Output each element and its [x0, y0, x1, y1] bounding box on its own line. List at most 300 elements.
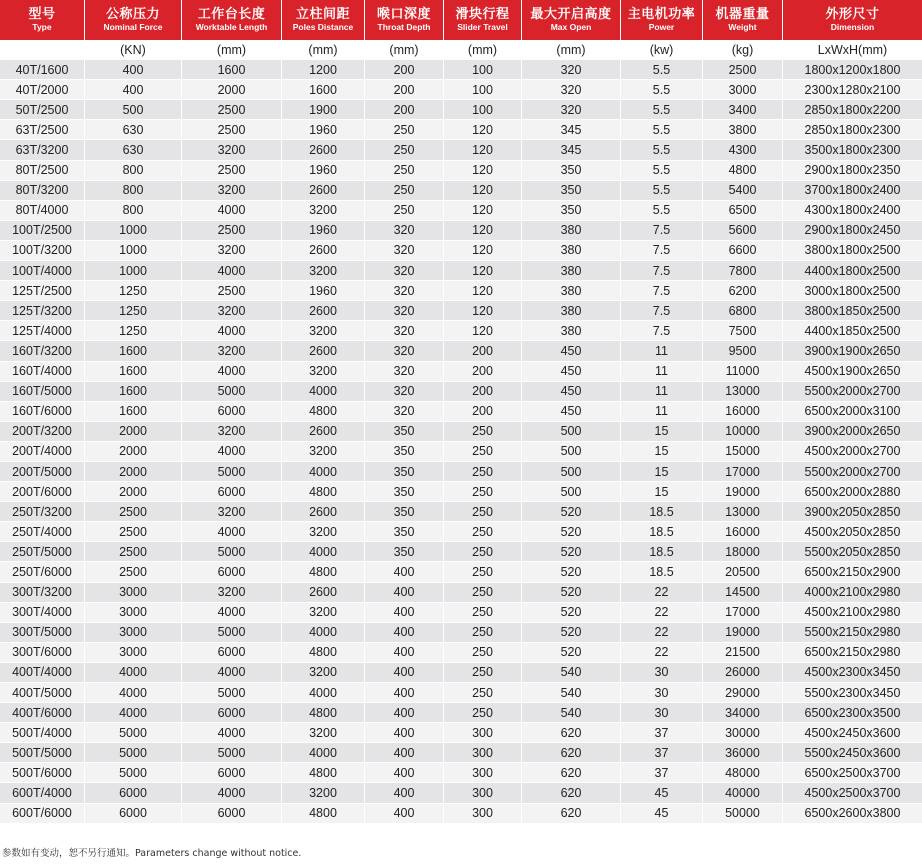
column-header-zh: 外形尺寸 [825, 7, 880, 23]
table-cell: 250T/3200 [0, 501, 84, 521]
table-cell: 250 [364, 200, 443, 220]
table-cell: 20500 [702, 561, 782, 581]
table-cell: 15 [620, 441, 702, 461]
table-row [0, 180, 922, 200]
table-cell: 13000 [702, 381, 782, 401]
table-cell: 320 [364, 381, 443, 401]
table-cell: 4000 [181, 320, 281, 340]
table-cell: 30 [620, 662, 702, 682]
table-cell: 2900x1800x2450 [782, 220, 922, 240]
table-cell: 4000 [181, 361, 281, 381]
table-cell: 17000 [702, 602, 782, 622]
table-cell: 4500x1900x2650 [782, 361, 922, 381]
table-cell: 4800 [702, 160, 782, 180]
table-cell: 2300x1280x2100 [782, 79, 922, 99]
table-cell: 4000 [181, 200, 281, 220]
table-cell: 6000 [84, 803, 181, 823]
table-cell: 5.5 [620, 119, 702, 139]
table-cell: 3200 [281, 200, 364, 220]
table-cell: 4800 [281, 642, 364, 662]
table-cell: 380 [521, 280, 620, 300]
table-cell: 50T/2500 [0, 99, 84, 119]
table-cell: 120 [443, 180, 521, 200]
unit-cell [0, 40, 84, 59]
table-cell: 6000 [181, 803, 281, 823]
table-cell: 400 [364, 782, 443, 802]
table-cell: 5000 [181, 461, 281, 481]
table-cell: 500 [521, 421, 620, 441]
table-cell: 125T/3200 [0, 300, 84, 320]
column-header [702, 0, 782, 40]
table-cell: 4800 [281, 561, 364, 581]
table-cell: 7.5 [620, 280, 702, 300]
table-row [0, 461, 922, 481]
table-cell: 250T/5000 [0, 541, 84, 561]
table-cell: 200 [364, 99, 443, 119]
table-cell: 6200 [702, 280, 782, 300]
column-header-zh: 公称压力 [105, 7, 160, 23]
column-header-zh: 型号 [28, 7, 56, 23]
column-header-en: Throat Depth [377, 21, 431, 32]
table-cell: 30 [620, 682, 702, 702]
table-row [0, 762, 922, 782]
table-cell: 4800 [281, 803, 364, 823]
table-cell: 29000 [702, 682, 782, 702]
table-cell: 345 [521, 139, 620, 159]
table-cell: 6500x2500x3700 [782, 762, 922, 782]
table-cell: 1600 [84, 340, 181, 360]
table-cell: 4500x2300x3450 [782, 662, 922, 682]
table-cell: 500T/4000 [0, 722, 84, 742]
column-header-zh: 工作台长度 [197, 7, 266, 23]
table-cell: 2500 [181, 119, 281, 139]
table-cell: 400 [364, 702, 443, 722]
table-cell: 520 [521, 561, 620, 581]
table-cell: 250 [364, 119, 443, 139]
table-cell: 3200 [181, 300, 281, 320]
table-cell: 350 [364, 461, 443, 481]
table-cell: 3200 [181, 240, 281, 260]
table-cell: 300T/3200 [0, 582, 84, 602]
table-cell: 19000 [702, 481, 782, 501]
table-cell: 200 [443, 381, 521, 401]
table-cell: 250 [443, 561, 521, 581]
table-cell: 45 [620, 803, 702, 823]
column-header [443, 0, 521, 40]
table-cell: 250 [364, 160, 443, 180]
table-cell: 3200 [181, 139, 281, 159]
table-cell: 120 [443, 320, 521, 340]
table-cell: 19000 [702, 622, 782, 642]
column-header-zh: 滑块行程 [455, 7, 510, 23]
table-cell: 250 [443, 622, 521, 642]
table-cell: 2000 [84, 481, 181, 501]
table-cell: 380 [521, 320, 620, 340]
table-cell: 1200 [281, 59, 364, 79]
table-cell: 500 [521, 441, 620, 461]
table-row [0, 240, 922, 260]
table-cell: 4000 [181, 782, 281, 802]
table-cell: 4000 [84, 702, 181, 722]
table-row [0, 441, 922, 461]
column-header-en: Type [32, 21, 52, 32]
table-cell: 4300 [702, 139, 782, 159]
column-header-zh: 最大开启高度 [530, 7, 612, 23]
table-cell: 11 [620, 381, 702, 401]
table-cell: 6500x2000x2880 [782, 481, 922, 501]
table-cell: 7.5 [620, 260, 702, 280]
table-row [0, 481, 922, 501]
table-cell: 6500x2300x3500 [782, 702, 922, 722]
table-cell: 3000 [84, 582, 181, 602]
column-header [0, 0, 84, 40]
table-cell: 320 [364, 340, 443, 360]
table-cell: 4800 [281, 401, 364, 421]
table-row [0, 300, 922, 320]
table-cell: 5500x2150x2980 [782, 622, 922, 642]
table-cell: 2600 [281, 421, 364, 441]
table-cell: 5.5 [620, 59, 702, 79]
table-cell: 250 [364, 139, 443, 159]
table-cell: 2600 [281, 300, 364, 320]
table-cell: 200 [364, 79, 443, 99]
table-row [0, 722, 922, 742]
table-cell: 450 [521, 361, 620, 381]
table-cell: 350 [364, 521, 443, 541]
table-cell: 380 [521, 220, 620, 240]
table-cell: 6500x2150x2900 [782, 561, 922, 581]
table-cell: 4000 [181, 662, 281, 682]
table-cell: 100T/2500 [0, 220, 84, 240]
table-cell: 100 [443, 59, 521, 79]
table-cell: 4500x2000x2700 [782, 441, 922, 461]
table-cell: 5500x2000x2700 [782, 461, 922, 481]
table-cell: 600T/4000 [0, 782, 84, 802]
table-cell: 15000 [702, 441, 782, 461]
column-header-en: Nominal Force [103, 21, 163, 32]
table-cell: 250 [443, 501, 521, 521]
unit-cell: (mm) [181, 40, 281, 59]
table-row [0, 139, 922, 159]
table-cell: 120 [443, 200, 521, 220]
table-cell: 2500 [181, 280, 281, 300]
table-cell: 2900x1800x2350 [782, 160, 922, 180]
table-cell: 7.5 [620, 240, 702, 260]
table-body [0, 40, 922, 823]
table-cell: 4400x1800x2500 [782, 260, 922, 280]
table-cell: 200T/3200 [0, 421, 84, 441]
table-cell: 250 [443, 541, 521, 561]
header-row [0, 0, 922, 40]
table-cell: 37 [620, 762, 702, 782]
table-cell: 5.5 [620, 99, 702, 119]
table-cell: 160T/6000 [0, 401, 84, 421]
column-header [181, 0, 281, 40]
table-cell: 2500 [84, 501, 181, 521]
table-cell: 22 [620, 622, 702, 642]
table-row [0, 702, 922, 722]
table-cell: 2850x1800x2300 [782, 119, 922, 139]
table-cell: 5000 [84, 742, 181, 762]
table-cell: 5.5 [620, 139, 702, 159]
table-cell: 350 [521, 160, 620, 180]
table-row [0, 99, 922, 119]
table-cell: 450 [521, 381, 620, 401]
table-cell: 2500 [702, 59, 782, 79]
table-cell: 30 [620, 702, 702, 722]
column-header-zh: 主电机功率 [627, 7, 696, 23]
table-row [0, 361, 922, 381]
table-cell: 200 [364, 59, 443, 79]
table-cell: 4000 [281, 682, 364, 702]
table-cell: 3900x2000x2650 [782, 421, 922, 441]
table-cell: 400T/6000 [0, 702, 84, 722]
table-cell: 620 [521, 803, 620, 823]
table-cell: 1600 [84, 361, 181, 381]
table-row [0, 582, 922, 602]
table-cell: 6500x2600x3800 [782, 803, 922, 823]
table-cell: 4000 [181, 260, 281, 280]
table-cell: 7500 [702, 320, 782, 340]
table-cell: 5600 [702, 220, 782, 240]
table-cell: 7.5 [620, 220, 702, 240]
table-cell: 5.5 [620, 79, 702, 99]
table-row [0, 602, 922, 622]
table-cell: 400 [364, 642, 443, 662]
table-cell: 320 [364, 300, 443, 320]
table-cell: 2500 [181, 160, 281, 180]
table-cell: 48000 [702, 762, 782, 782]
table-cell: 4000 [281, 541, 364, 561]
table-cell: 80T/3200 [0, 180, 84, 200]
table-row [0, 220, 922, 240]
table-cell: 21500 [702, 642, 782, 662]
table-row [0, 782, 922, 802]
table-cell: 500 [84, 99, 181, 119]
table-cell: 18.5 [620, 501, 702, 521]
table-cell: 620 [521, 742, 620, 762]
table-cell: 40T/1600 [0, 59, 84, 79]
unit-cell: LxWxH(mm) [782, 40, 922, 59]
table-cell: 345 [521, 119, 620, 139]
table-row [0, 561, 922, 581]
table-cell: 200 [443, 340, 521, 360]
table-cell: 3200 [281, 260, 364, 280]
table-cell: 200 [443, 361, 521, 381]
table-cell: 1000 [84, 220, 181, 240]
table-cell: 3200 [181, 421, 281, 441]
table-cell: 250 [443, 642, 521, 662]
table-cell: 3900x2050x2850 [782, 501, 922, 521]
table-cell: 125T/2500 [0, 280, 84, 300]
table-cell: 120 [443, 280, 521, 300]
table-cell: 350 [364, 441, 443, 461]
table-cell: 1960 [281, 119, 364, 139]
table-cell: 3000 [84, 622, 181, 642]
table-cell: 200T/4000 [0, 441, 84, 461]
table-cell: 300 [443, 722, 521, 742]
table-cell: 2000 [84, 441, 181, 461]
table-row [0, 280, 922, 300]
table-cell: 520 [521, 521, 620, 541]
table-cell: 50000 [702, 803, 782, 823]
table-cell: 10000 [702, 421, 782, 441]
table-cell: 63T/2500 [0, 119, 84, 139]
table-cell: 3200 [181, 582, 281, 602]
table-cell: 3500x1800x2300 [782, 139, 922, 159]
table-cell: 3200 [281, 320, 364, 340]
table-cell: 620 [521, 722, 620, 742]
table-cell: 100T/3200 [0, 240, 84, 260]
table-cell: 1900 [281, 99, 364, 119]
table-cell: 3000 [84, 642, 181, 662]
table-cell: 600T/6000 [0, 803, 84, 823]
table-cell: 300 [443, 742, 521, 762]
table-cell: 200 [443, 401, 521, 421]
table-cell: 2500 [181, 99, 281, 119]
table-cell: 22 [620, 602, 702, 622]
table-cell: 350 [521, 180, 620, 200]
column-header [364, 0, 443, 40]
table-cell: 3400 [702, 99, 782, 119]
table-cell: 300 [443, 803, 521, 823]
table-cell: 350 [521, 200, 620, 220]
table-cell: 520 [521, 541, 620, 561]
table-cell: 4300x1800x2400 [782, 200, 922, 220]
table-cell: 320 [364, 240, 443, 260]
table-cell: 1960 [281, 280, 364, 300]
table-cell: 7.5 [620, 320, 702, 340]
table-cell: 3000x1800x2500 [782, 280, 922, 300]
table-cell: 6000 [84, 782, 181, 802]
table-cell: 2000 [181, 79, 281, 99]
unit-cell: (mm) [281, 40, 364, 59]
table-cell: 500 [521, 461, 620, 481]
table-cell: 18000 [702, 541, 782, 561]
table-cell: 4000 [181, 602, 281, 622]
table-cell: 80T/4000 [0, 200, 84, 220]
table-cell: 7.5 [620, 300, 702, 320]
table-cell: 3200 [281, 441, 364, 461]
table-row [0, 742, 922, 762]
table-cell: 2600 [281, 139, 364, 159]
table-cell: 3200 [181, 180, 281, 200]
table-cell: 22 [620, 582, 702, 602]
table-cell: 4000 [281, 742, 364, 762]
column-header [521, 0, 620, 40]
table-cell: 1250 [84, 300, 181, 320]
table-cell: 400 [364, 722, 443, 742]
table-cell: 250 [443, 421, 521, 441]
table-cell: 18.5 [620, 521, 702, 541]
column-header-en: Weight [728, 21, 757, 32]
table-cell: 4800 [281, 762, 364, 782]
table-cell: 1600 [281, 79, 364, 99]
table-cell: 5000 [181, 682, 281, 702]
table-row [0, 381, 922, 401]
table-cell: 4500x2050x2850 [782, 521, 922, 541]
table-cell: 6000 [181, 561, 281, 581]
table-cell: 5000 [181, 381, 281, 401]
table-cell: 120 [443, 220, 521, 240]
table-cell: 400 [364, 742, 443, 762]
table-cell: 5000 [181, 742, 281, 762]
table-cell: 120 [443, 119, 521, 139]
table-cell: 380 [521, 260, 620, 280]
table-cell: 1960 [281, 160, 364, 180]
table-cell: 2600 [281, 180, 364, 200]
table-cell: 16000 [702, 521, 782, 541]
table-cell: 100 [443, 99, 521, 119]
table-cell: 6500x2150x2980 [782, 642, 922, 662]
table-cell: 300 [443, 782, 521, 802]
table-cell: 11 [620, 340, 702, 360]
table-cell: 18.5 [620, 541, 702, 561]
table-cell: 120 [443, 160, 521, 180]
column-header-en: Dimension [830, 21, 875, 32]
table-cell: 5500x2450x3600 [782, 742, 922, 762]
table-cell: 4000 [181, 722, 281, 742]
table-cell: 5.5 [620, 200, 702, 220]
table-cell: 400T/5000 [0, 682, 84, 702]
column-header [281, 0, 364, 40]
table-cell: 1600 [84, 381, 181, 401]
column-header-en: Power [648, 21, 675, 32]
table-cell: 400 [364, 662, 443, 682]
table-cell: 6600 [702, 240, 782, 260]
table-cell: 1960 [281, 220, 364, 240]
table-cell: 37 [620, 742, 702, 762]
table-cell: 40T/2000 [0, 79, 84, 99]
table-cell: 540 [521, 662, 620, 682]
table-row [0, 340, 922, 360]
table-row [0, 541, 922, 561]
column-header-zh: 立柱间距 [295, 7, 350, 23]
table-cell: 800 [84, 200, 181, 220]
table-cell: 320 [521, 99, 620, 119]
table-cell: 2600 [281, 582, 364, 602]
table-cell: 2600 [281, 501, 364, 521]
table-cell: 125T/4000 [0, 320, 84, 340]
table-cell: 350 [364, 501, 443, 521]
table-row [0, 521, 922, 541]
unit-cell: (mm) [521, 40, 620, 59]
table-row [0, 200, 922, 220]
table-cell: 160T/4000 [0, 361, 84, 381]
table-cell: 520 [521, 501, 620, 521]
table-cell: 400 [84, 59, 181, 79]
table-cell: 500T/6000 [0, 762, 84, 782]
table-cell: 320 [364, 401, 443, 421]
column-header-en: Worktable Length [195, 21, 268, 32]
table-cell: 250T/4000 [0, 521, 84, 541]
table-cell: 36000 [702, 742, 782, 762]
table-cell: 320 [521, 79, 620, 99]
table-cell: 5000 [181, 541, 281, 561]
unit-cell: (kw) [620, 40, 702, 59]
column-header-en: Slider Travel [457, 21, 508, 32]
table-cell: 6000 [181, 481, 281, 501]
table-cell: 320 [364, 220, 443, 240]
table-cell: 500T/5000 [0, 742, 84, 762]
footnote: 参数如有变动，恕不另行通知。Parameters change without notice. [2, 848, 302, 859]
table-cell: 320 [521, 59, 620, 79]
table-row [0, 622, 922, 642]
table-cell: 6000 [181, 401, 281, 421]
table-cell: 11 [620, 401, 702, 421]
table-cell: 1600 [181, 59, 281, 79]
table-cell: 5500x2000x2700 [782, 381, 922, 401]
